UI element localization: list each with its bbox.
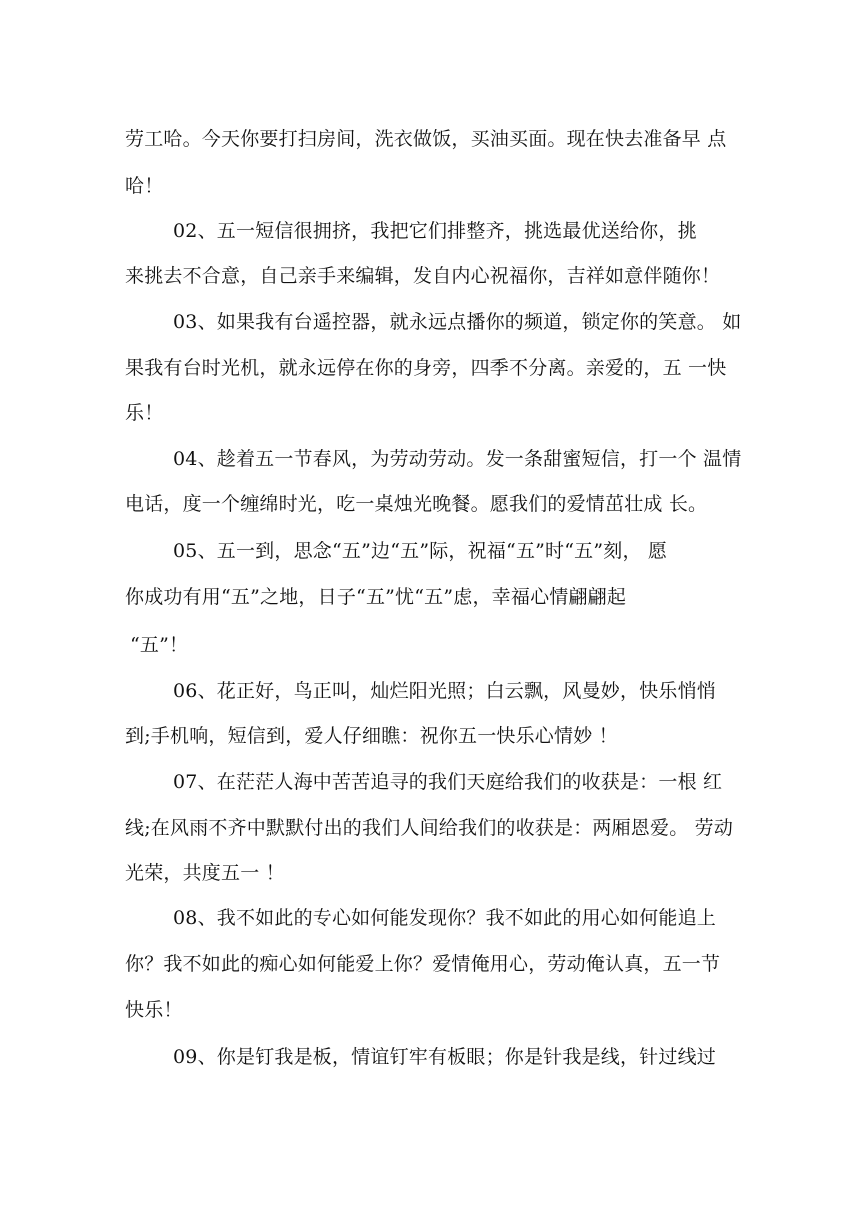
text-line: “五”！: [130, 634, 189, 656]
paragraph-06-line: 06、花正好，鸟正叫，灿烂阳光照；白云飘，风曼妙，快乐悄悄: [173, 680, 716, 702]
paragraph-07-line: 07、在茫茫人海中苦苦追寻的我们天庭给我们的收获是：一根 红: [173, 771, 723, 793]
text-line: 来挑去不合意，自己亲手来编辑，发自内心祝福你，吉祥如意伴随你！: [125, 265, 721, 287]
text-line: 快乐！: [125, 999, 183, 1021]
paragraph-05-line: 05、五一到，思念“五”边“五”际，祝福“五”时“五”刻， 愿: [173, 540, 668, 562]
text-line: 到;手机响，短信到，爱人仔细瞧：祝你五一快乐心情妙 ！: [125, 725, 618, 747]
text-line: 你？我不如此的痴心如何能爱上你？爱情俺用心，劳动俺认真，五一节: [125, 953, 721, 975]
paragraph-08-line: 08、我不如此的专心如何能发现你？我不如此的用心如何能追上: [173, 907, 716, 929]
text-line: 你成功有用“五”之地，日子“五”忧“五”虑，幸福心情翩翩起: [125, 586, 627, 608]
text-line: 电话，度一个缠绵时光，吃一桌烛光晚餐。愿我们的爱情茁壮成 长。: [125, 493, 708, 515]
paragraph-03-line: 03、如果我有台遥控器，就永远点播你的频道，锁定你的笑意。 如: [173, 311, 742, 333]
text-line: 光荣，共度五一 ！: [125, 862, 285, 884]
paragraph-09-line: 09、你是钉我是板，情谊钉牢有板眼；你是针我是线，针过线过: [173, 1046, 716, 1068]
text-line: 线;在风雨不齐中默默付出的我们人间给我们的收获是：两厢恩爱。 劳动: [125, 817, 734, 839]
paragraph-04-line: 04、趁着五一节春风，为劳动劳动。发一条甜蜜短信，打一个 温情: [173, 448, 742, 470]
text-line: 哈！: [125, 175, 164, 197]
text-line: 劳工哈。今天你要打扫房间，洗衣做饭，买油买面。现在快去准备早 点: [125, 128, 727, 150]
paragraph-02-line: 02、五一短信很拥挤，我把它们排整齐，挑选最优送给你，挑: [173, 220, 697, 242]
text-line: 乐！: [125, 402, 164, 424]
text-line: 果我有台时光机，就永远停在你的身旁，四季不分离。亲爱的，五 一快: [125, 357, 727, 379]
